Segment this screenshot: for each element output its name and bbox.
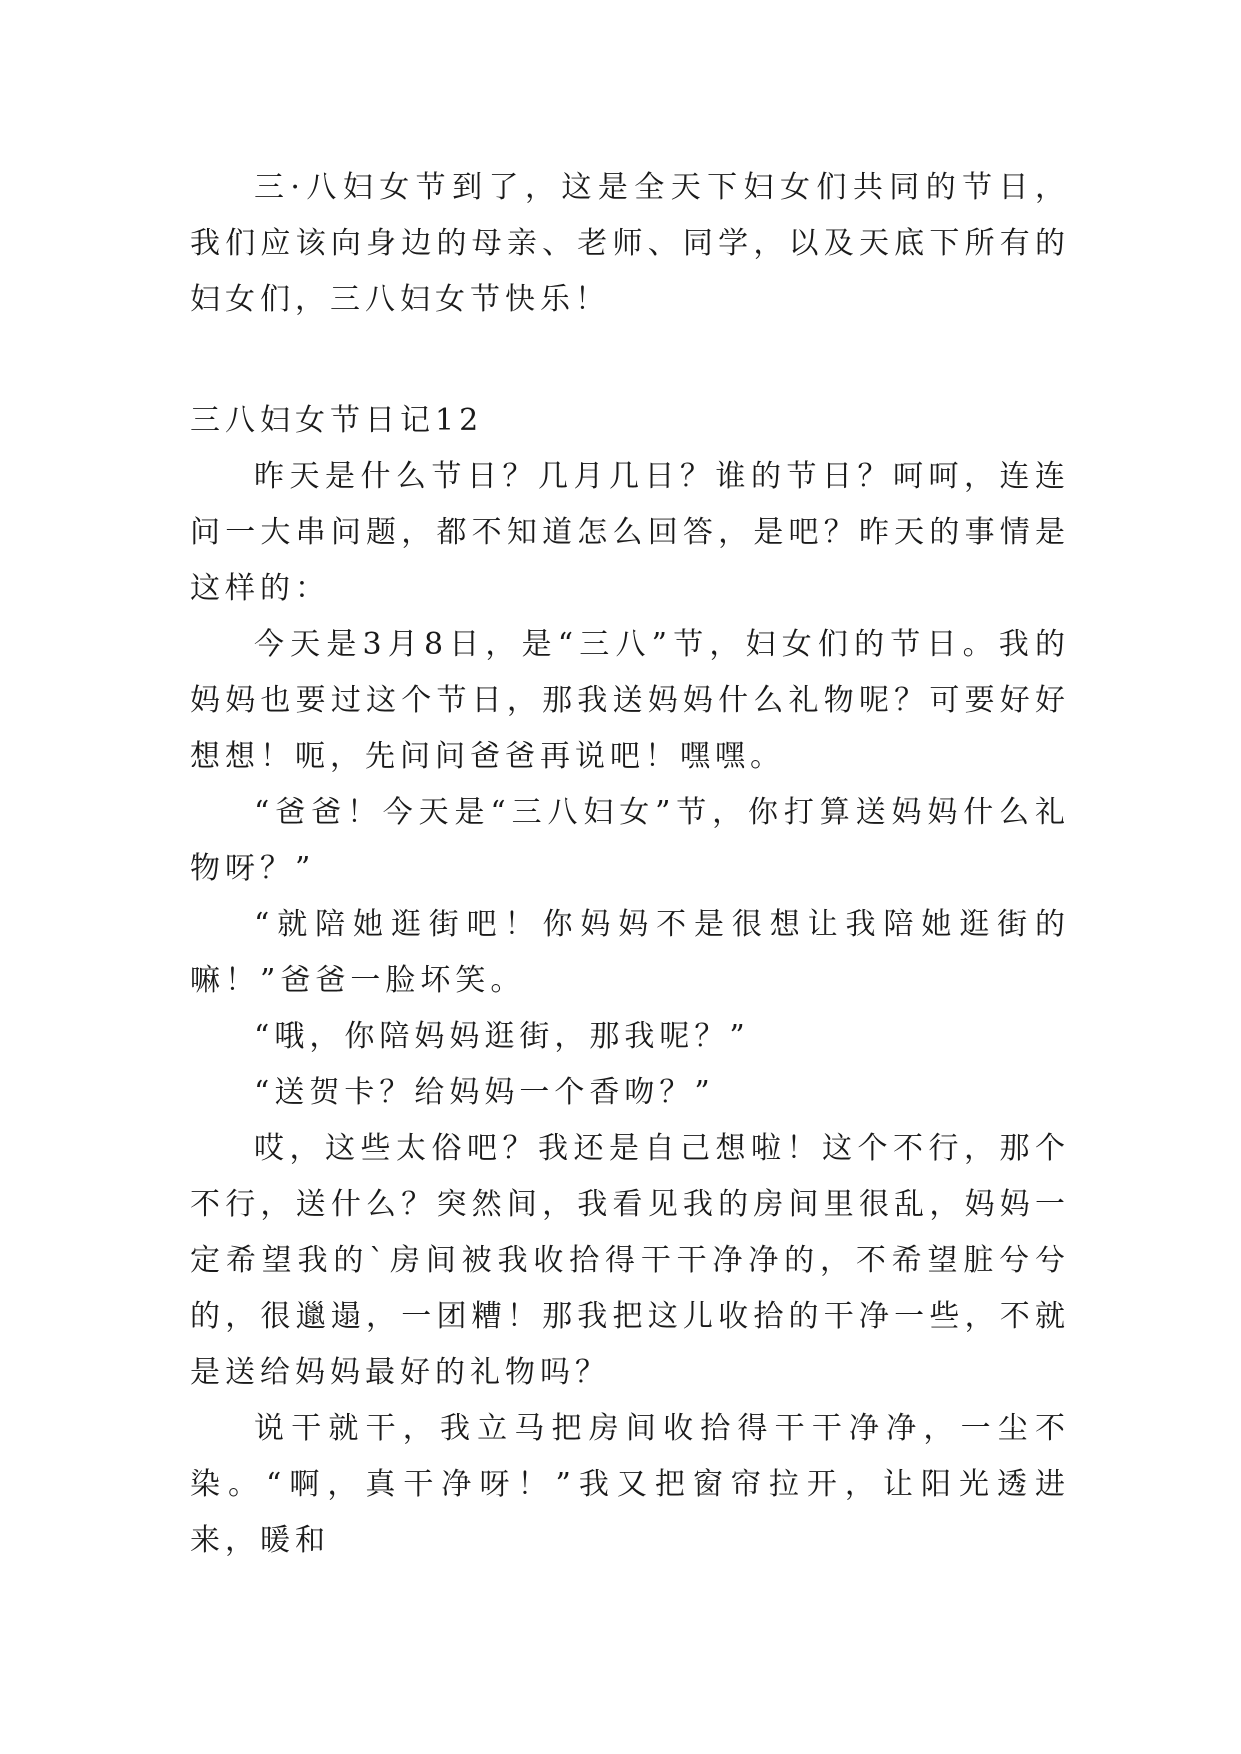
article-title: 三八妇女节日记12 bbox=[190, 403, 484, 438]
intro-paragraph: 三·八妇女节到了，这是全天下妇女们共同的节日，我们应该向身边的母亲、老师、同学，以及天底下所有的妇女们，三八妇女节快乐！ bbox=[190, 170, 1070, 317]
intro-section bbox=[190, 160, 1070, 328]
article-paragraph: “就陪她逛街吧！你妈妈不是很想让我陪她逛街的嘛！”爸爸一脸坏笑。 bbox=[190, 907, 1070, 998]
article-paragraph: 昨天是什么节日？几月几日？谁的节日？呵呵，连连问一大串问题，都不知道怎么回答，是吧？昨天的事情是这样的： bbox=[190, 459, 1070, 606]
article-section bbox=[190, 393, 1070, 1569]
article-paragraph: “哦，你陪妈妈逛街，那我呢？” bbox=[254, 1019, 750, 1054]
article-paragraph: 说干就干，我立马把房间收拾得干干净净，一尘不染。“啊，真干净呀！”我又把窗帘拉开，让阳光透进来，暖和 bbox=[190, 1411, 1070, 1558]
article-paragraph: 哎，这些太俗吧？我还是自己想啦！这个不行，那个不行，送什么？突然间，我看见我的房间里很乱，妈妈一定希望我的`房间被我收拾得干干净净的，不希望脏兮兮的，很邋遢，一团糟！那我把这儿收拾的干净一些，不就是送给妈妈最好的礼物吗？ bbox=[190, 1131, 1070, 1390]
article-paragraph: “爸爸！今天是“三八妇女”节，你打算送妈妈什么礼物呀？” bbox=[190, 795, 1070, 886]
article-paragraph: “送贺卡？给妈妈一个香吻？” bbox=[254, 1075, 715, 1110]
article-paragraph: 今天是3月8日，是“三八”节，妇女们的节日。我的妈妈也要过这个节日，那我送妈妈什么礼物呢？可要好好想想！呃，先问问爸爸再说吧！嘿嘿。 bbox=[190, 627, 1070, 774]
